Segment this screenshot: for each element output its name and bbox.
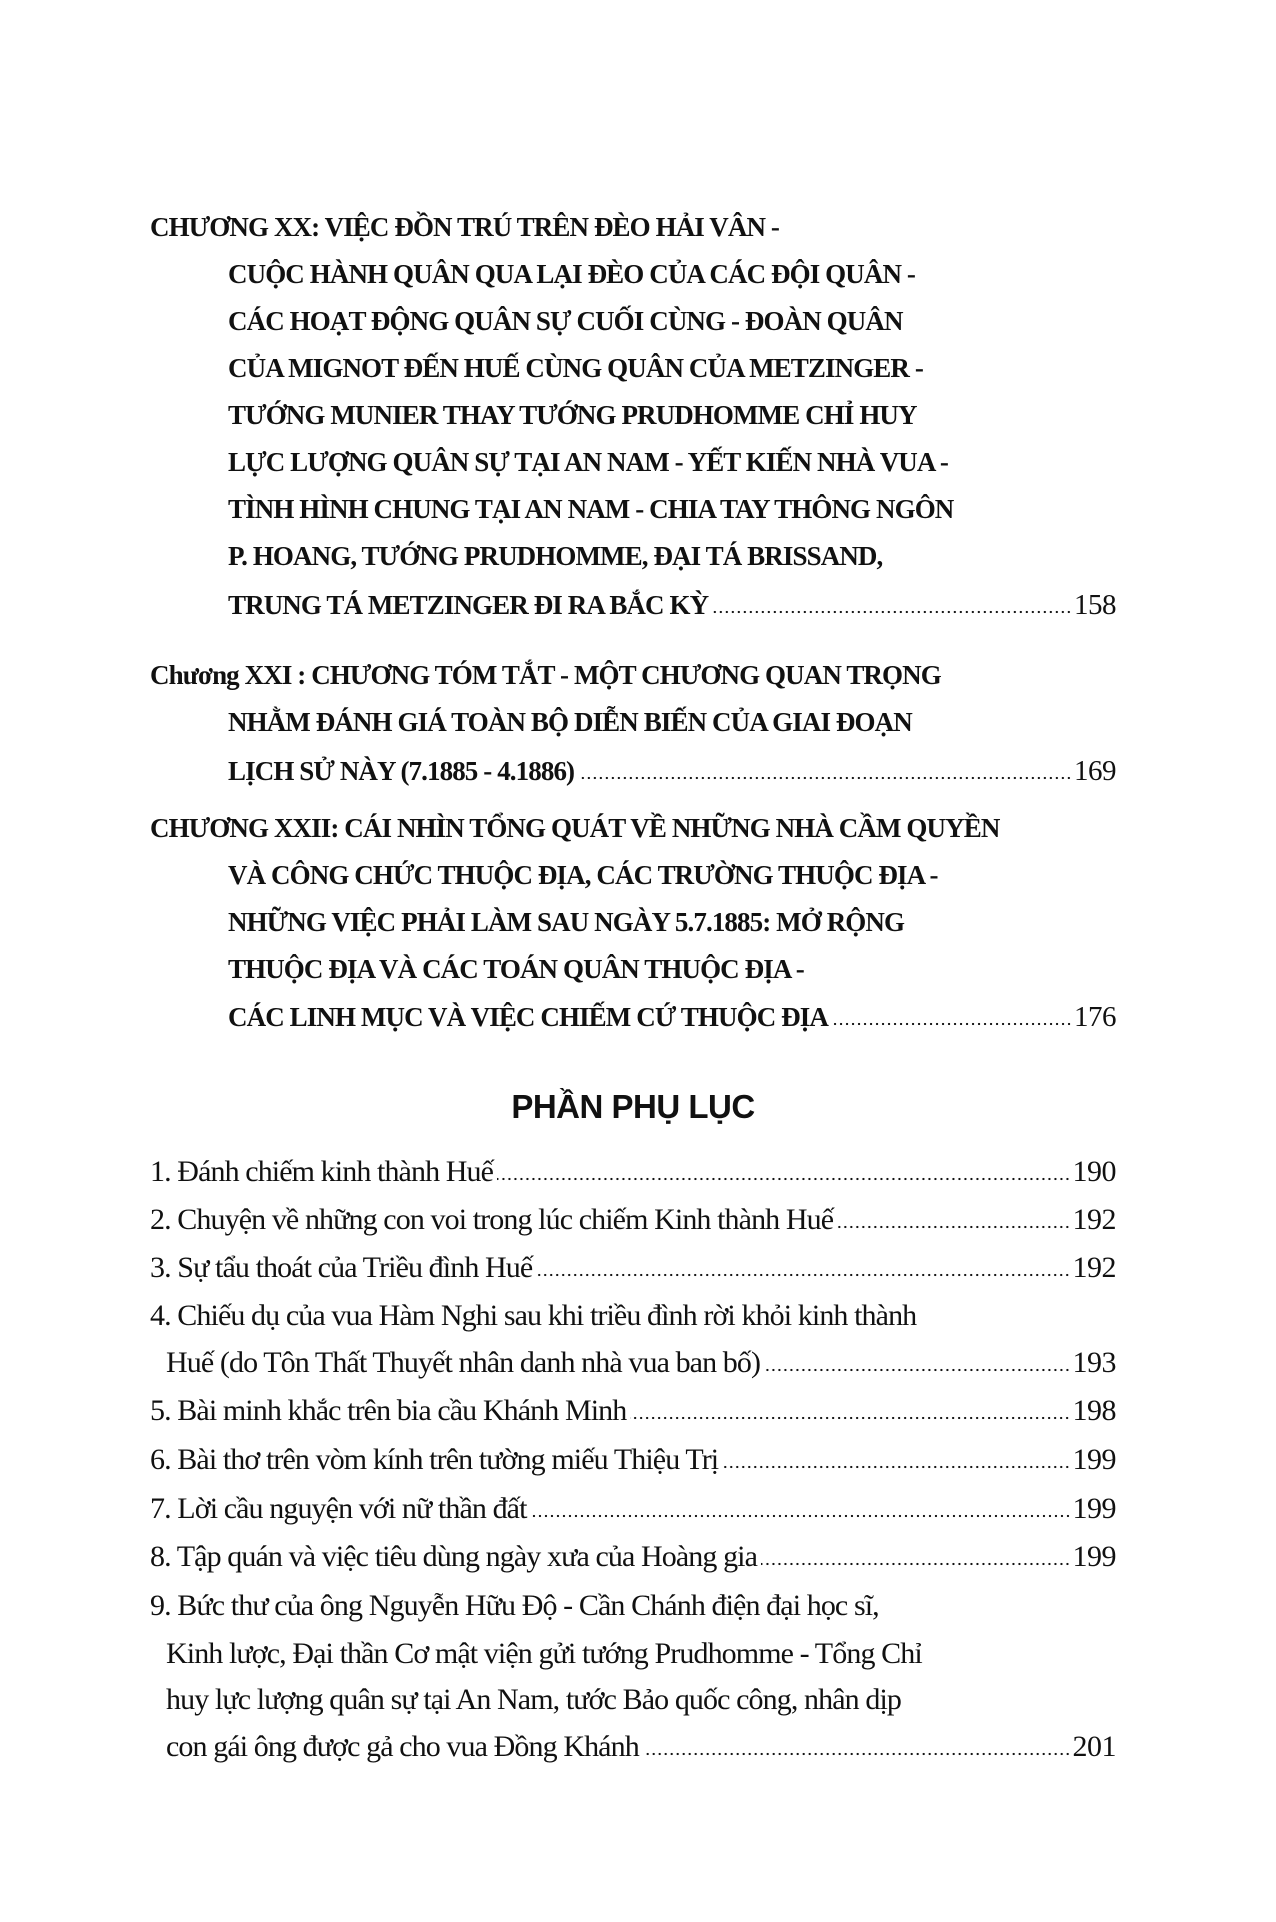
entry-title-line: CÁC HOẠT ĐỘNG QUÂN SỰ CUỐI CÙNG - ĐOÀN QUÂN	[228, 306, 903, 336]
page-number[interactable]: 199	[1072, 1443, 1116, 1476]
item-title: Kinh lược, Đại thần Cơ mật viện gửi tướng Prudhomme - Tổng Chỉ	[166, 1637, 922, 1670]
entry-line	[228, 1001, 1116, 1048]
dot-leader	[497, 1177, 1070, 1181]
item-title: 3. Sự tẩu thoát của Triều đình Huế	[150, 1251, 533, 1284]
appendix-item	[150, 1492, 1116, 1539]
appendix-item	[150, 1589, 1116, 1636]
entry-line	[228, 400, 1116, 447]
page-number[interactable]: 169	[1074, 755, 1116, 787]
page-number[interactable]: 199	[1072, 1492, 1116, 1525]
entry-title-line: VÀ CÔNG CHỨC THUỘC ĐỊA, CÁC TRƯỜNG THUỘC ĐỊA -	[228, 860, 938, 890]
entry-title-line: CHƯƠNG XXII: CÁI NHÌN TỔNG QUÁT VỀ NHỮNG NHÀ CẦM QUYỀN	[150, 813, 1000, 843]
entry-line	[228, 494, 1116, 541]
dot-leader	[764, 1368, 1070, 1372]
entry-title-line: LỰC LƯỢNG QUÂN SỰ TẠI AN NAM - YẾT KIẾN NHÀ VUA -	[228, 447, 948, 477]
entry-title-line: P. HOANG, TƯỚNG PRUDHOMME, ĐẠI TÁ BRISSAND,	[228, 541, 883, 571]
entry-title-line: TƯỚNG MUNIER THAY TƯỚNG PRUDHOMME CHỈ HUY	[228, 400, 917, 430]
item-title: Huế (do Tôn Thất Thuyết nhân danh nhà vua ban bố)	[166, 1346, 761, 1379]
appendix-item-continuation	[166, 1683, 1116, 1730]
entry-line	[228, 353, 1116, 400]
item-title: 9. Bức thư của ông Nguyễn Hữu Độ - Cần Chánh điện đại học sĩ,	[150, 1589, 879, 1622]
entry-title-line: Chương XXI : CHƯƠNG TÓM TẮT - MỘT CHƯƠNG QUAN TRỌNG	[150, 660, 941, 690]
dot-leader	[578, 776, 1072, 780]
item-title: 6. Bài thơ trên vòm kính trên tường miếu Thiệu Trị	[150, 1443, 719, 1476]
dot-leader	[630, 1416, 1070, 1420]
item-title: 4. Chiếu dụ của vua Hàm Nghi sau khi triều đình rời khỏi kinh thành	[150, 1299, 917, 1332]
entry-title-line: CÁC LINH MỤC VÀ VIỆC CHIẾM CỨ THUỘC ĐỊA	[228, 1002, 828, 1032]
appendix-item	[150, 1540, 1116, 1587]
entry-line	[150, 813, 1116, 860]
entry-line	[228, 907, 1116, 954]
page-number[interactable]: 176	[1074, 1001, 1116, 1033]
appendix-item-continuation	[166, 1730, 1116, 1777]
page-number[interactable]: 201	[1072, 1730, 1116, 1763]
item-title: 2. Chuyện về những con voi trong lúc chiếm Kinh thành Huế	[150, 1203, 834, 1236]
appendix-item-continuation	[166, 1346, 1116, 1393]
appendix-item	[150, 1203, 1116, 1250]
entry-title-line: THUỘC ĐỊA VÀ CÁC TOÁN QUÂN THUỘC ĐỊA -	[228, 954, 804, 984]
appendix-item-continuation	[166, 1637, 1116, 1684]
page-number[interactable]: 192	[1072, 1203, 1116, 1236]
appendix-item	[150, 1443, 1116, 1490]
entry-line	[228, 860, 1116, 907]
page-number[interactable]: 158	[1074, 589, 1116, 621]
entry-title-line: NHẰM ĐÁNH GIÁ TOÀN BỘ DIỄN BIẾN CỦA GIAI ĐOẠN	[228, 707, 912, 737]
entry-line	[228, 259, 1116, 306]
appendix-item	[150, 1155, 1116, 1202]
entry-title-line: CUỘC HÀNH QUÂN QUA LẠI ĐÈO CỦA CÁC ĐỘI QUÂN -	[228, 259, 916, 289]
item-title: huy lực lượng quân sự tại An Nam, tước Bảo quốc công, nhân dịp	[166, 1683, 902, 1716]
dot-leader	[531, 1514, 1071, 1518]
item-title: 5. Bài minh khắc trên bia cầu Khánh Minh	[150, 1394, 627, 1427]
item-title: 8. Tập quán và việc tiêu dùng ngày xưa của Hoàng gia	[150, 1540, 758, 1573]
page-number[interactable]: 199	[1072, 1540, 1116, 1573]
dot-leader	[712, 610, 1072, 614]
page-number[interactable]: 192	[1072, 1251, 1116, 1284]
item-title: con gái ông được gả cho vua Đồng Khánh	[166, 1730, 639, 1763]
page-number[interactable]: 198	[1072, 1394, 1116, 1427]
appendix-heading: PHẦN PHỤ LỤC	[511, 1088, 755, 1125]
entry-title-line: LỊCH SỬ NÀY (7.1885 - 4.1886)	[228, 756, 575, 786]
entry-line	[228, 707, 1116, 754]
dot-leader	[536, 1273, 1070, 1277]
dot-leader	[722, 1465, 1070, 1469]
entry-title-line: TÌNH HÌNH CHUNG TẠI AN NAM - CHIA TAY THÔNG NGÔN	[228, 494, 954, 524]
dot-leader	[832, 1022, 1072, 1026]
appendix-item	[150, 1299, 1116, 1346]
entry-line	[228, 541, 1116, 588]
item-title: 1. Đánh chiếm kinh thành Huế	[150, 1155, 494, 1188]
entry-line	[228, 447, 1116, 494]
item-title: 7. Lời cầu nguyện với nữ thần đất	[150, 1492, 527, 1525]
entry-line	[150, 212, 1116, 259]
entry-line	[228, 954, 1116, 1001]
entry-line	[228, 589, 1116, 636]
dot-leader	[643, 1752, 1071, 1756]
entry-line	[228, 755, 1116, 802]
entry-title-line: CỦA MIGNOT ĐẾN HUẾ CÙNG QUÂN CỦA METZINGER -	[228, 353, 923, 383]
entry-line	[228, 306, 1116, 353]
dot-leader	[761, 1562, 1070, 1566]
page-number[interactable]: 193	[1072, 1346, 1116, 1379]
appendix-item	[150, 1394, 1116, 1441]
entry-title-line: TRUNG TÁ METZINGER ĐI RA BẮC KỲ	[228, 590, 709, 620]
entry-title-line: CHƯƠNG XX: VIỆC ĐỒN TRÚ TRÊN ĐÈO HẢI VÂN -	[150, 212, 780, 242]
page-number[interactable]: 190	[1072, 1155, 1116, 1188]
dot-leader	[837, 1225, 1070, 1229]
entry-title-line: NHỮNG VIỆC PHẢI LÀM SAU NGÀY 5.7.1885: MỞ RỘNG	[228, 907, 905, 937]
entry-line	[150, 660, 1116, 707]
appendix-item	[150, 1251, 1116, 1298]
